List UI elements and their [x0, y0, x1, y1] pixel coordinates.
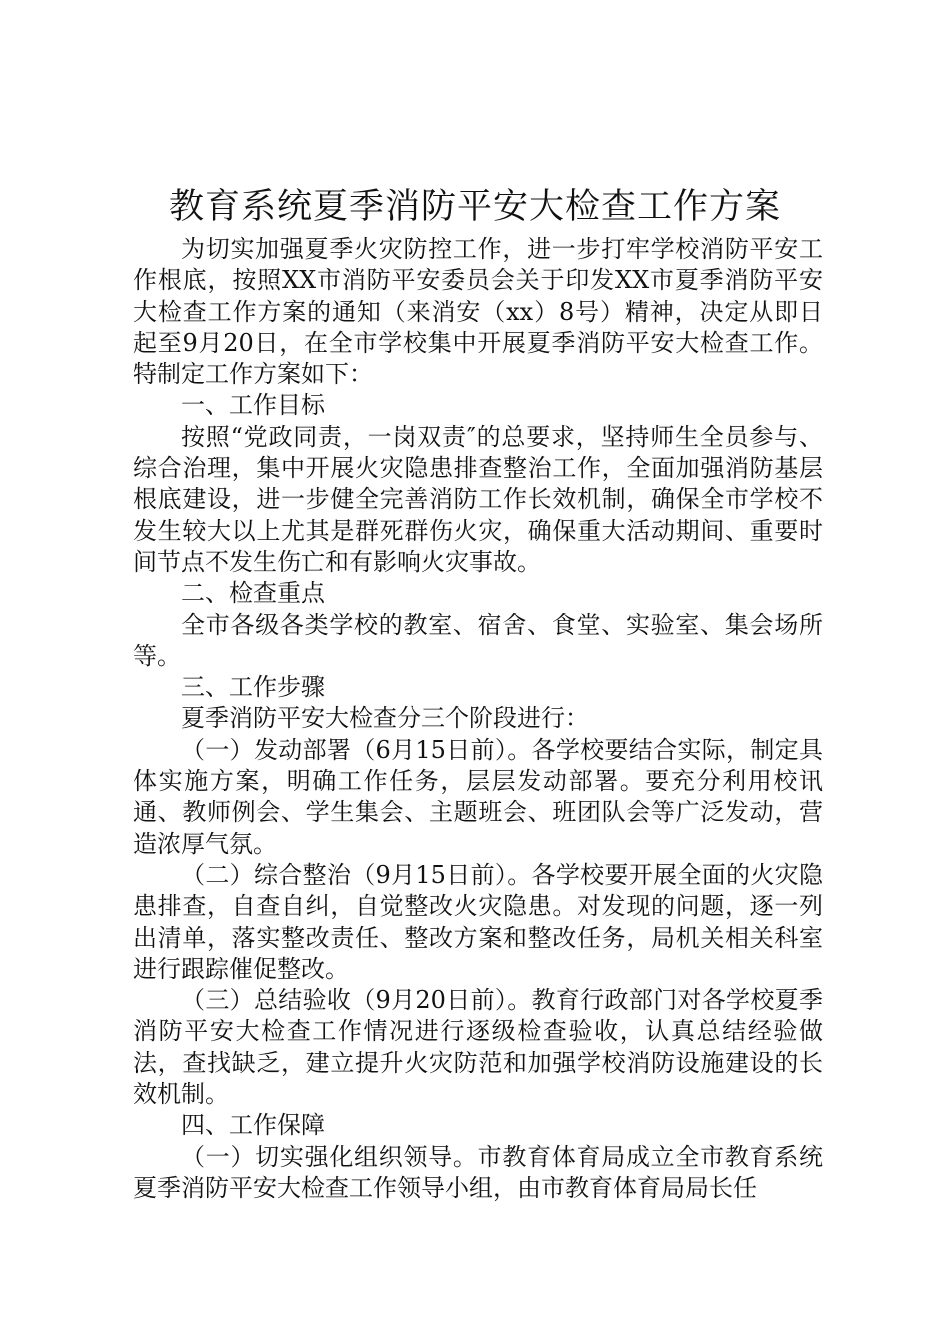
goals-paragraph: 按照“党政同责，一岗双责″的总要求，坚持师生全员参与、综合治理，集中开展火灾隐患排查整治工作，全面加强消防基层根底建设，进一步健全完善消防工作长效机制，确保全市学校不发生较大以上尤其是群死群伤火灾，确保重大活动期间、重要时间节点不发生伤亡和有影响火灾事故。 [133, 422, 823, 576]
document-body [133, 234, 823, 1204]
step-one-paragraph: （一）发动部署（6月15日前）。各学校要结合实际，制定具体实施方案，明确工作任务，层层发动部署。要充分利用校讯通、教师例会、学生集会、主题班会、班团队会等广泛发动，营造浓厚气氛。 [133, 735, 823, 858]
guarantee-paragraph: （一）切实强化组织领导。市教育体育局成立全市教育系统夏季消防平安大检查工作领导小组，由市教育体育局局长任 [133, 1142, 823, 1202]
section-heading-steps: 三、工作步骤 [181, 673, 325, 702]
intro-paragraph: 为切实加强夏季火灾防控工作，进一步打牢学校消防平安工作根底，按照XX市消防平安委员会关于印发XX市夏季消防平安大检查工作方案的通知（来消安（xx）8号）精神，决定从即日起至9月20日，在全市学校集中开展夏季消防平安大检查工作。特制定工作方案如下： [133, 235, 823, 389]
steps-intro-paragraph: 夏季消防平安大检查分三个阶段进行： [181, 704, 589, 733]
section-heading-goals: 一、工作目标 [181, 391, 325, 420]
section-heading-guarantee: 四、工作保障 [181, 1111, 325, 1140]
step-three-paragraph: （三）总结验收（9月20日前）。教育行政部门对各学校夏季消防平安大检查工作情况进行逐级检查验收，认真总结经验做法，查找缺乏，建立提升火灾防范和加强学校消防设施建设的长效机制。 [133, 986, 823, 1109]
focus-paragraph: 全市各级各类学校的教室、宿舍、食堂、实验室、集会场所等。 [133, 610, 823, 670]
step-two-paragraph: （二）综合整治（9月15日前）。各学校要开展全面的火灾隐患排查，自查自纠，自觉整改火灾隐患。对发现的问题，逐一列出清单，落实整改责任、整改方案和整改任务，局机关相关科室进行跟踪催促整改。 [133, 860, 823, 983]
section-heading-focus: 二、检查重点 [181, 579, 325, 608]
document-title: 教育系统夏季消防平安大检查工作方案 [168, 187, 781, 227]
